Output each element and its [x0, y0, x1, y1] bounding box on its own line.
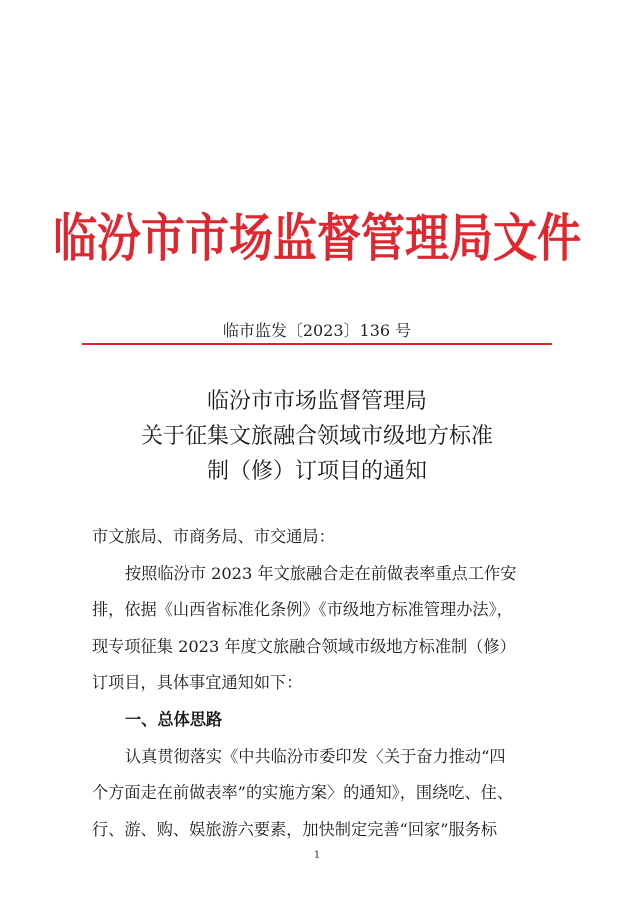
red-divider-rule	[82, 343, 552, 345]
subject-title-line: 临汾市市场监督管理局	[206, 389, 427, 414]
page-number: 1	[313, 850, 321, 861]
document-body	[92, 519, 560, 848]
document-subject-title	[0, 384, 634, 489]
subject-title-line: 制（修）订项目的通知	[206, 459, 427, 484]
paragraph-2-line: 认真贯彻落实《中共临汾市委印发〈关于奋力推动“四	[125, 746, 506, 766]
paragraph-1-line: 排，依据《山西省标准化条例》《市级地方标准管理办法》，	[92, 600, 513, 620]
paragraph-2-line: 行、游、购、娱旅游六要素，加快制定完善“回家”服务标	[92, 819, 498, 839]
document-header-title: 临汾市市场监督管理局文件	[53, 208, 581, 270]
paragraph-2-line: 个方面走在前做表率”的实施方案〉的通知》，围绕吃、住、	[92, 783, 514, 803]
document-number: 临市监发〔2023〕136 号	[222, 321, 412, 340]
paragraph-1-line: 按照临汾市 2023 年文旅融合走在前做表率重点工作安	[125, 563, 517, 583]
subject-title-line: 关于征集文旅融合领域市级地方标准	[140, 424, 493, 449]
paragraph-1-line: 订项目，具体事宜通知如下：	[92, 673, 303, 693]
paragraph-1-line: 现专项征集 2023 年度文旅融合领域市级地方标准制（修）	[92, 636, 516, 656]
section-heading: 一、总体思路	[125, 709, 223, 729]
addressee-line: 市文旅局、市商务局、市交通局：	[92, 527, 335, 546]
